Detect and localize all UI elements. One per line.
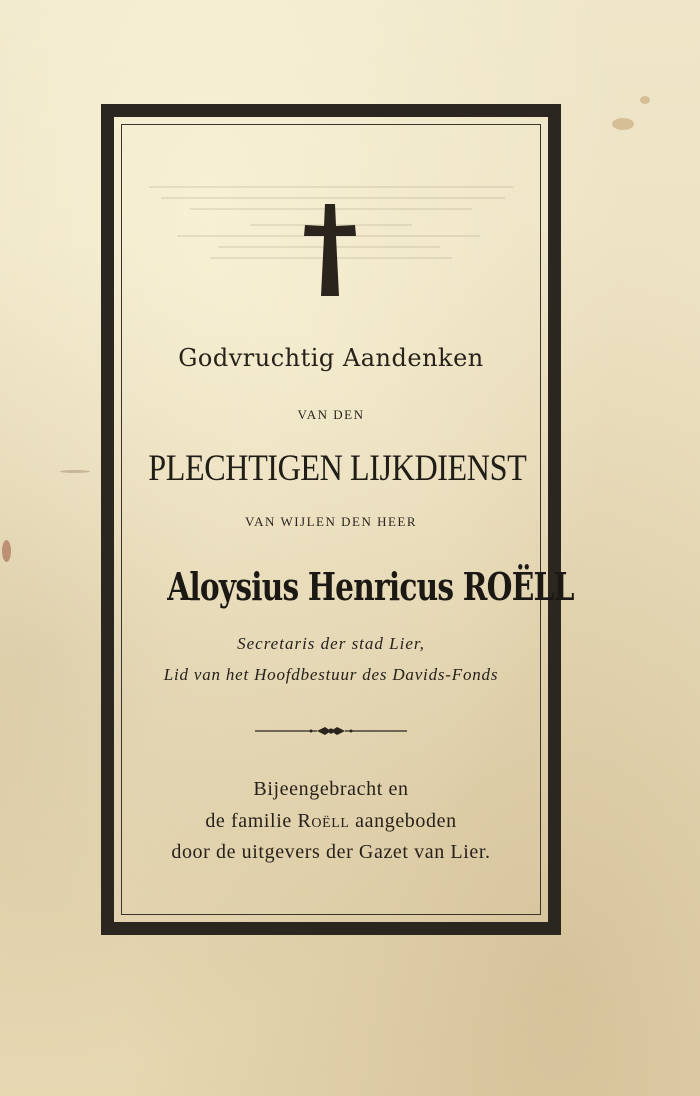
paper-stain bbox=[640, 96, 650, 104]
paper-stain bbox=[612, 118, 634, 130]
event-heading: PLECHTIGEN LIJKDIENST bbox=[148, 448, 527, 489]
latin-cross-icon bbox=[303, 202, 357, 298]
preposition-van-den: VAN DEN bbox=[297, 407, 365, 422]
closing-line-1: Bijeengebracht en bbox=[253, 778, 409, 800]
memorial-title: Godvruchtig Aandenken bbox=[178, 344, 484, 372]
family-name: Roëll bbox=[297, 810, 350, 832]
deceased-name: Aloysius Henricus ROËLL bbox=[167, 564, 574, 609]
closing-line-3: door de uitgevers der Gazet van Lier. bbox=[171, 841, 491, 863]
role-board-member: Lid van het Hoofdbestuur des Davids-Fonds bbox=[163, 665, 499, 684]
ornamental-divider-icon bbox=[251, 722, 411, 740]
closing-line-2-suffix: aangeboden bbox=[349, 810, 457, 832]
closing-line-2-prefix: de familie bbox=[205, 810, 298, 832]
preposition-van-wijlen: VAN WIJLEN DEN HEER bbox=[244, 514, 418, 529]
cover-content bbox=[121, 124, 574, 915]
paper-stain bbox=[2, 540, 11, 562]
paper-stain bbox=[60, 470, 90, 473]
role-secretary: Secretaris der stad Lier, bbox=[237, 634, 425, 653]
closing-line-2 bbox=[121, 810, 541, 833]
